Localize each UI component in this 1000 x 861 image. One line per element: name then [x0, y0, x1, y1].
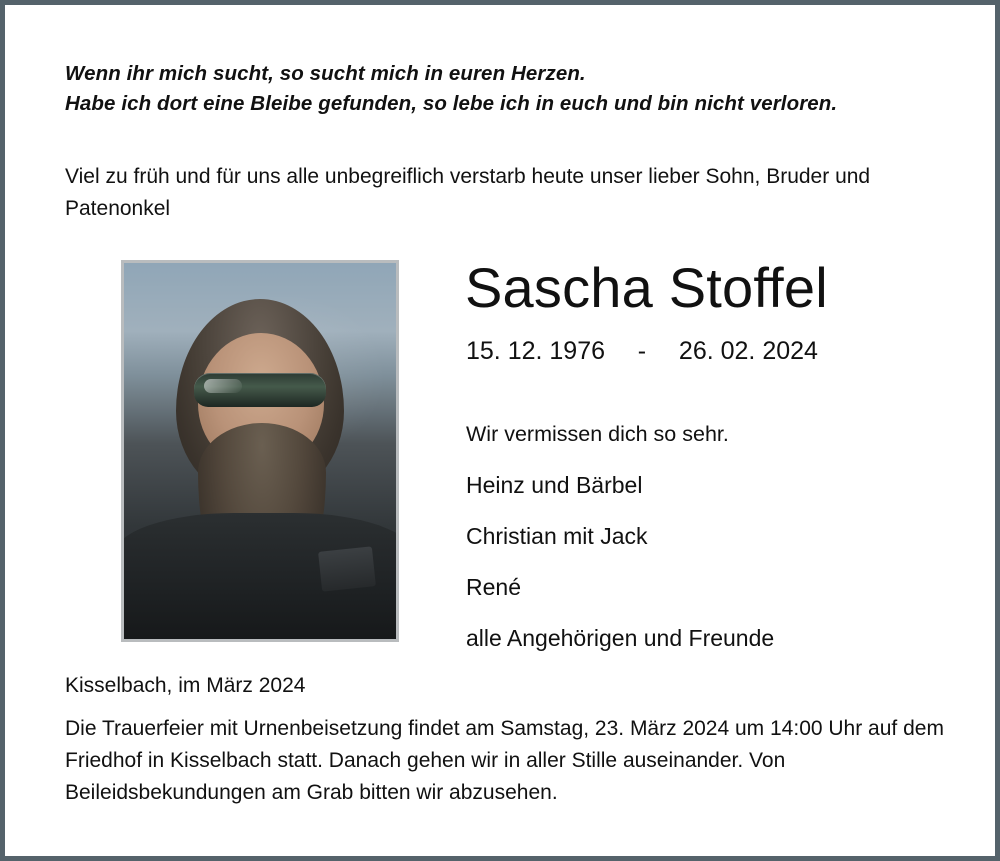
deceased-name: Sascha Stoffel: [465, 256, 828, 319]
farewell-text: Wir vermissen dich so sehr.: [466, 422, 729, 446]
photo-jacket-patch: [318, 546, 376, 591]
obituary-content: [5, 5, 995, 856]
place-and-date: Kisselbach, im März 2024: [65, 674, 306, 697]
date-separator: -: [637, 337, 647, 365]
death-date: 26. 02. 2024: [678, 337, 818, 365]
sunglasses-icon: [194, 373, 326, 407]
mourner-name: Heinz und Bärbel: [466, 472, 643, 498]
memorial-verse: [65, 59, 965, 119]
verse-line-1: Wenn ihr mich sucht, so sucht mich in euren Herzen.: [65, 62, 586, 85]
verse-line-2: Habe ich dort eine Bleibe gefunden, so lebe ich in euch und bin nicht verloren.: [65, 92, 838, 115]
life-dates: [466, 337, 818, 366]
mourner-name: René: [466, 574, 521, 600]
birth-date: 15. 12. 1976: [466, 337, 606, 365]
mourner-name: Christian mit Jack: [466, 523, 648, 549]
service-notice: Die Trauerfeier mit Urnenbeisetzung findet am Samstag, 23. März 2024 um 14:00 Uhr auf dem Friedhof in Kisselbach statt. Danach gehen wir in aller Stille auseinander. Von Beileidsbekundungen am Grab bitten wir abzusehen.: [65, 717, 944, 804]
intro-text: Viel zu früh und für uns alle unbegreiflich verstarb heute unser lieber Sohn, Bruder und Patenonkel: [65, 165, 871, 220]
mourners-block: [466, 409, 966, 664]
portrait-photo: [124, 263, 396, 639]
mourner-name: alle Angehörigen und Freunde: [466, 625, 775, 651]
portrait-photo-frame: [121, 260, 399, 642]
